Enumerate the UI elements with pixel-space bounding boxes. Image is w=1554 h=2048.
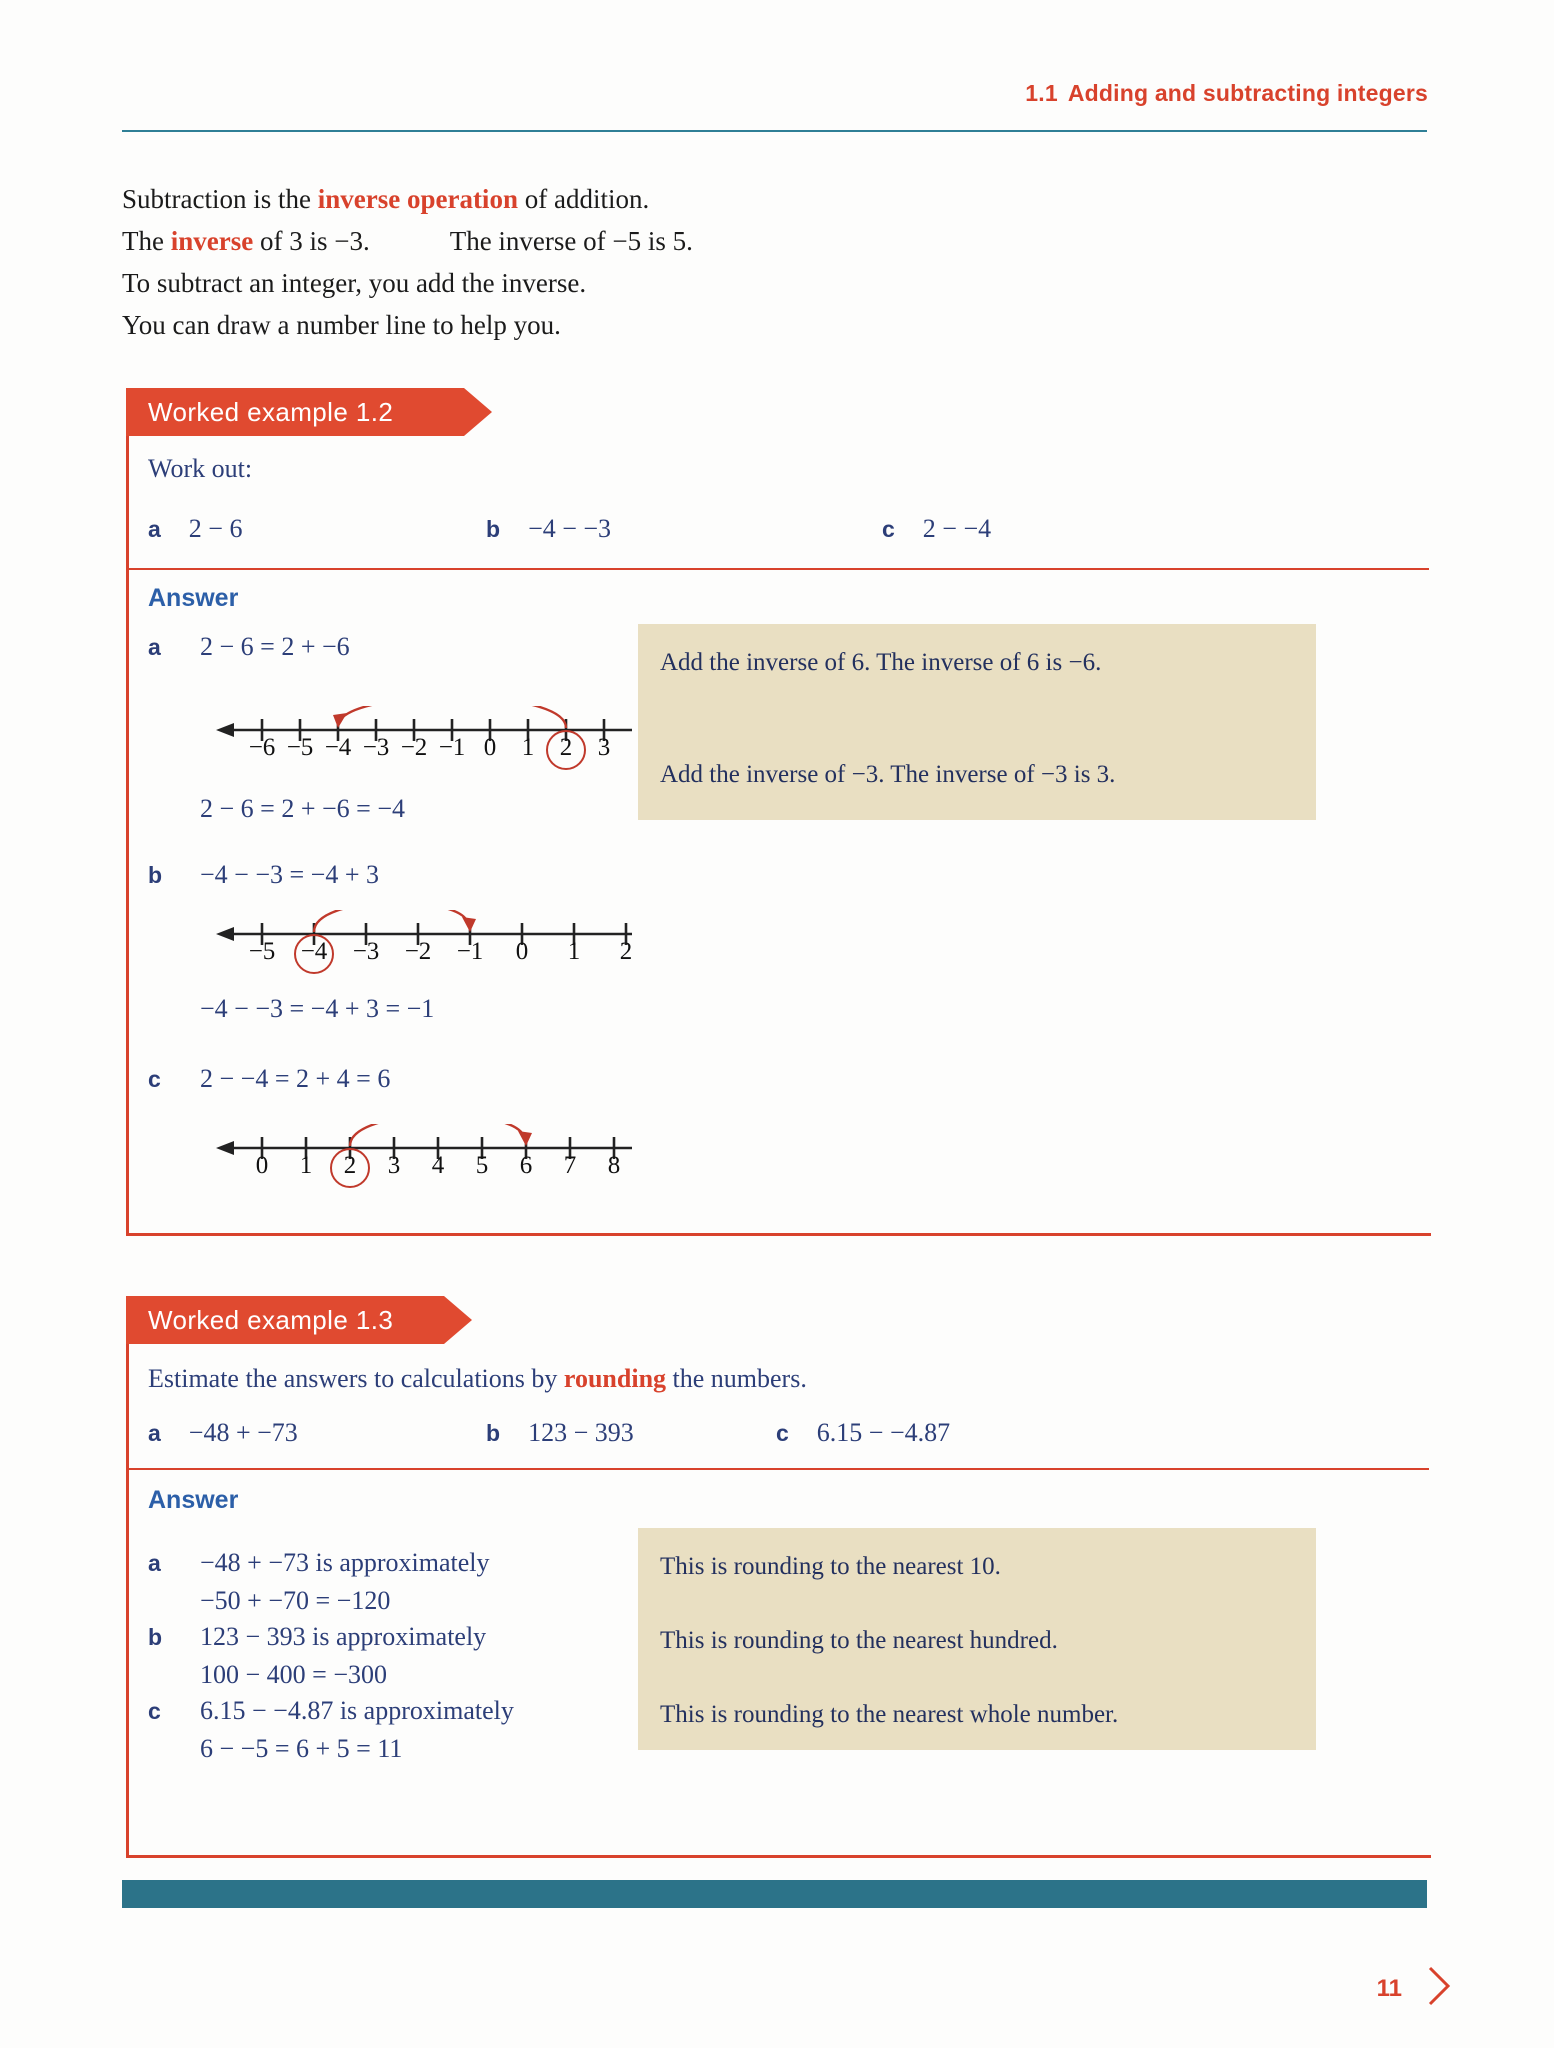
tick-label: −4 [324,734,352,761]
answer-heading-1-3: Answer [148,1486,239,1514]
tick-label: 0 [515,938,529,965]
next-page-chevron-icon[interactable] [1422,1962,1456,2010]
intro-line-2-after: of 3 is −3. [253,226,370,256]
worked-example-1-3-label: Worked example 1.3 [148,1304,394,1335]
question-b-label: b [486,516,501,542]
worked-example-1-2-prompt: Work out: [148,454,253,483]
worked-example-1-2 [126,388,1431,1236]
step-c-label: c [148,1066,161,1092]
tick-label: 5 [475,1152,489,1179]
intro-line-3: To subtract an integer, you add the inverse. [122,268,587,298]
callout-nearest-10: This is rounding to the nearest 10. [660,1553,1001,1580]
step-a-result [200,794,405,824]
tick-label: 4 [431,1152,445,1179]
callout-inverse-of-neg3-text: Add the inverse of −3. The inverse of −3 is 3. [660,761,1116,788]
tick-label-circled: 2 [559,734,573,761]
question-a [148,1418,298,1448]
question-c [776,1418,950,1448]
step-c-expr: 2 − −4 = 2 + 4 = 6 [200,1064,391,1093]
tick-label: −5 [286,734,314,761]
circled-value-marker [330,1148,370,1188]
step-a [148,1548,490,1578]
number-line-b [214,910,634,965]
callout-inverse-of-neg3 [638,716,1316,820]
tick-label: −3 [362,734,390,761]
tick-label: 7 [563,1152,577,1179]
question-a-label: a [148,516,161,542]
page-header [1025,80,1428,107]
step-b-result [200,994,434,1024]
step-c-line2: 6 − −5 = 6 + 5 = 11 [200,1734,403,1763]
answer-divider [126,1468,1429,1470]
step-a-expr: 2 − 6 = 2 + −6 [200,632,350,661]
step-b-result-expr: −4 − −3 = −4 + 3 = −1 [200,994,435,1023]
tick-label: 2 [619,938,633,965]
banner-arrow-icon [464,388,492,436]
step-b-line1: 123 − 393 is approximately [200,1622,487,1651]
tick-label: −1 [438,734,466,761]
step-a-result-expr: 2 − 6 = 2 + −6 = −4 [200,794,405,823]
question-b [486,1418,634,1448]
tick-label: 3 [387,1152,401,1179]
tick-label: −2 [404,938,432,965]
intro-line-1-after: of addition. [517,184,650,214]
step-c-line2-row [200,1734,402,1764]
intro-line-1-before: Subtraction is the [122,184,318,214]
number-line-c [214,1124,634,1179]
footer-bar [122,1880,1427,1908]
step-c [148,1696,514,1726]
question-b-expr: −4 − −3 [528,514,612,543]
page-number: 11 [1376,1975,1402,2002]
question-a-expr: 2 − 6 [188,514,243,543]
intro-line-1 [122,178,1122,220]
answer-divider [126,568,1429,570]
step-b [148,1622,486,1652]
callout-nearest-hundred: This is rounding to the nearest hundred. [660,1627,1058,1654]
callout-panel-rounding [638,1528,1316,1750]
tick-label: 3 [597,734,611,761]
number-line-a [214,706,634,761]
tick-label: −5 [248,938,276,965]
step-a-label: a [148,1550,161,1576]
question-a-expr: −48 + −73 [188,1418,298,1447]
callout-inverse-of-6 [638,624,1316,716]
question-c-label: c [776,1420,789,1446]
worked-example-1-2-banner [126,388,464,436]
step-b [148,860,379,890]
step-b-label: b [148,862,163,888]
tick-label-circled: 2 [343,1152,357,1179]
step-a-line2-row [200,1586,390,1616]
worked-example-1-3 [126,1296,1431,1858]
question-a [148,514,242,544]
intro-line-2-before: The [122,226,171,256]
question-c-expr: 2 − −4 [922,514,992,543]
tick-label: 0 [255,1152,269,1179]
section-number: 1.1 [1025,80,1058,106]
step-c [148,1064,390,1094]
keyword-rounding: rounding [563,1364,667,1393]
answer-heading-1-2: Answer [148,584,239,612]
tick-label: −2 [400,734,428,761]
question-a-label: a [148,1420,161,1446]
tick-label: 1 [299,1152,313,1179]
callout-nearest-whole: This is rounding to the nearest whole number. [660,1701,1119,1728]
section-title: Adding and subtracting integers [1067,80,1428,106]
step-a-label: a [148,634,161,660]
prompt-after: the numbers. [666,1364,807,1393]
tick-label-circled: −4 [300,938,328,965]
step-b-line2: 100 − 400 = −300 [200,1660,387,1689]
tick-label: −6 [248,734,276,761]
header-divider [122,130,1427,132]
intro-line-2-second: The inverse of −5 is 5. [449,226,693,256]
intro-paragraph [122,178,1122,346]
prompt-before: Estimate the answers to calculations by [148,1364,564,1393]
intro-line-2 [122,220,1122,262]
step-c-line1: 6.15 − −4.87 is approximately [200,1696,514,1725]
circled-value-marker [546,730,586,770]
tick-label: 6 [519,1152,533,1179]
question-b-expr: 123 − 393 [528,1418,634,1447]
callout-inverse-of-6-text: Add the inverse of 6. The inverse of 6 is −6. [660,649,1102,676]
step-b-label: b [148,1624,163,1650]
tick-label: 1 [567,938,581,965]
circled-value-marker [294,934,334,974]
step-b-expr: −4 − −3 = −4 + 3 [200,860,379,889]
tick-label: −3 [352,938,380,965]
worked-example-1-3-banner [126,1296,444,1344]
step-b-line2-row [200,1660,387,1690]
step-a-line1: −48 + −73 is approximately [200,1548,490,1577]
intro-line-4: You can draw a number line to help you. [122,310,561,340]
tick-label: −1 [456,938,484,965]
question-b [486,514,611,544]
question-b-label: b [486,1420,501,1446]
question-c-label: c [882,516,895,542]
tick-label: 0 [483,734,497,761]
step-a [148,632,350,662]
step-c-label: c [148,1698,161,1724]
worked-example-1-2-questions [126,514,1431,554]
worked-example-1-2-label: Worked example 1.2 [148,396,394,427]
tick-label: 8 [607,1152,621,1179]
tick-label: 1 [521,734,535,761]
worked-example-1-3-prompt [148,1364,807,1394]
step-a-line2: −50 + −70 = −120 [200,1586,391,1615]
banner-arrow-icon [444,1296,472,1344]
keyword-inverse-operation: inverse operation [317,184,518,214]
keyword-inverse: inverse [170,226,254,256]
worked-example-1-3-questions [126,1418,1431,1458]
question-c-expr: 6.15 − −4.87 [816,1418,951,1447]
question-c [882,514,991,544]
